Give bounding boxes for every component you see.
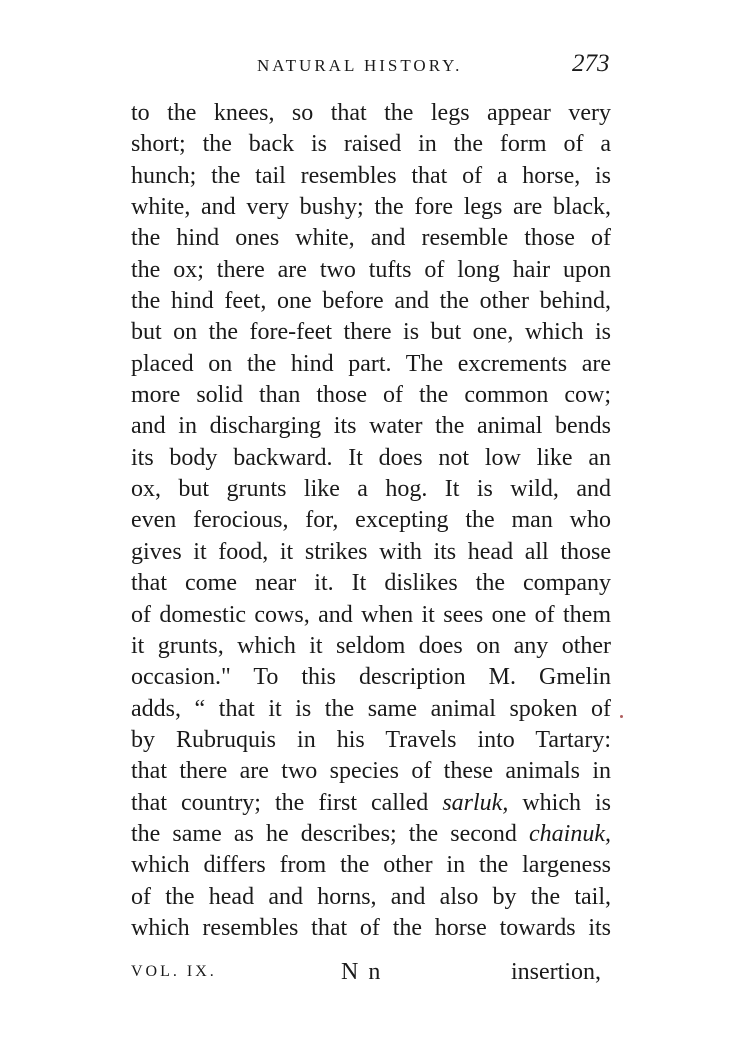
text-line: of domestic cows, and when it sees one of them: [131, 601, 611, 628]
text-run: that country; the first called: [131, 789, 443, 816]
text-line: [131, 819, 611, 850]
text-line: to the knees, so that the legs appear very: [131, 100, 611, 126]
text-line: [131, 788, 611, 819]
margin-ink-dot: [620, 715, 623, 718]
text-line: by Rubruquis in his Travels into Tartary:: [131, 726, 611, 753]
text-line: which resembles that of the horse towards its: [131, 914, 611, 941]
text-line: its body backward. It does not low like an: [131, 444, 611, 471]
text-line: of the head and horns, and also by the tail,: [131, 883, 611, 910]
text-run: which is: [508, 789, 611, 816]
page-number: 273: [572, 50, 610, 77]
text-line: white, and very bushy; the fore legs are black,: [131, 194, 611, 221]
text-line: that there are two species of these animals in: [131, 758, 611, 785]
running-head: NATURAL HISTORY.: [257, 56, 463, 75]
text-run: the same as he describes; the second: [131, 820, 530, 847]
text-line: more solid than those of the common cow;: [131, 382, 611, 409]
text-line: gives it food, it strikes with its head all those: [131, 538, 611, 565]
text-line: short; the back is raised in the form of a: [131, 131, 611, 158]
text-line: it grunts, which it seldom does on any other: [131, 632, 611, 659]
text-line: even ferocious, for, excepting the man who: [131, 507, 611, 534]
text-line: the hind feet, one before and the other behind,: [131, 288, 611, 315]
text-line: ox, but grunts like a hog. It is wild, and: [131, 476, 611, 503]
text-line: that come near it. It dislikes the company: [131, 570, 611, 597]
text-line: placed on the hind part. The excrements are: [131, 350, 611, 377]
italic-term-chainuk: chainuk,: [529, 820, 611, 847]
text-line: occasion." To this description M. Gmelin: [131, 664, 611, 691]
text-line: which differs from the other in the largeness: [131, 852, 611, 879]
text-line: the hind ones white, and resemble those of: [131, 225, 611, 252]
text-line: adds, “ that it is the same animal spoken of: [131, 695, 611, 722]
text-line: but on the fore-feet there is but one, which is: [131, 319, 611, 346]
signature-volume: VOL. IX.: [131, 963, 217, 980]
text-line: the ox; there are two tufts of long hair upon: [131, 256, 611, 283]
body-text: [131, 98, 611, 944]
catchword: insertion,: [511, 959, 601, 985]
signature-mark: N n: [341, 959, 383, 985]
italic-term-sarluk: sarluk,: [442, 789, 509, 816]
page-footer: [131, 955, 601, 989]
text-line: hunch; the tail resembles that of a horse, is: [131, 162, 611, 189]
text-line: and in discharging its water the animal bends: [131, 413, 611, 440]
